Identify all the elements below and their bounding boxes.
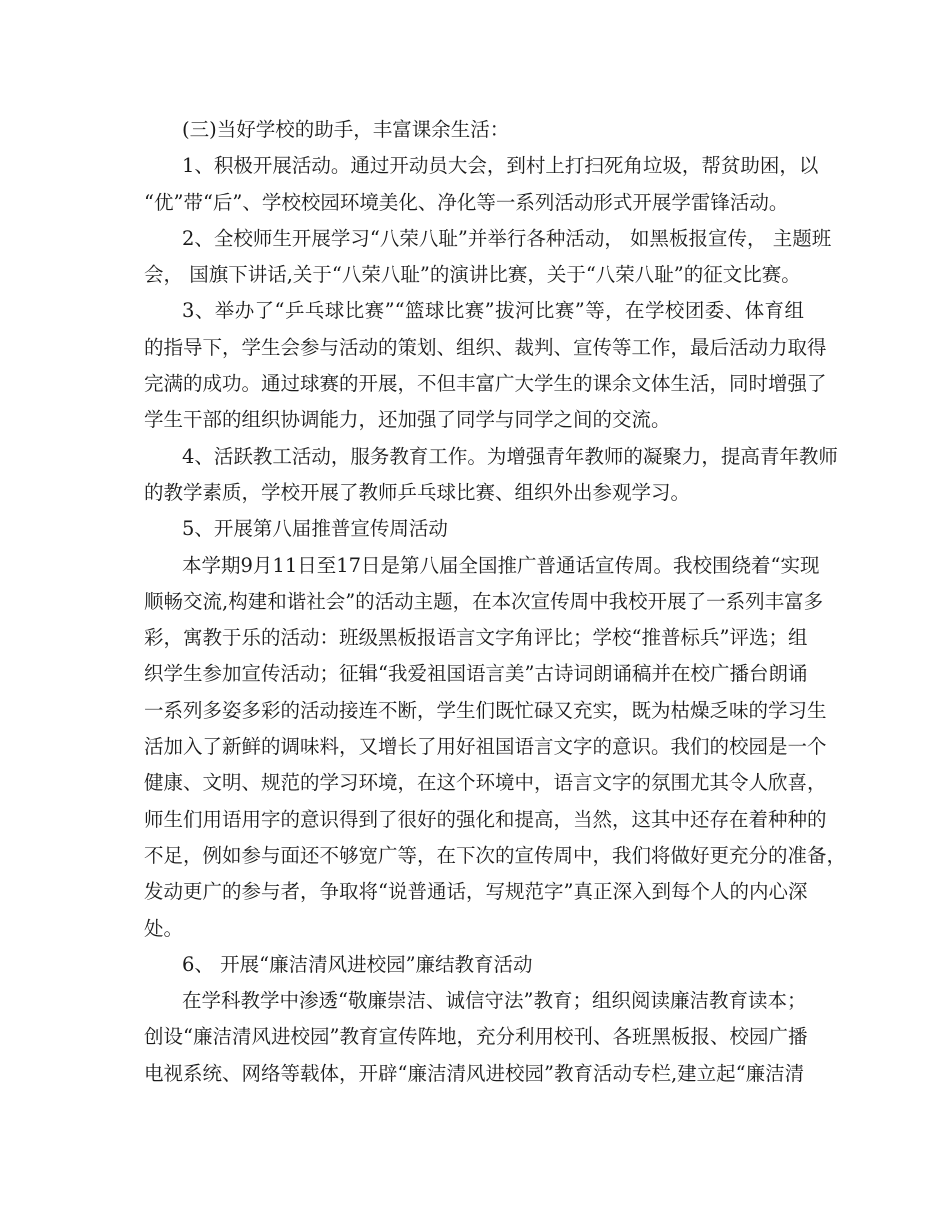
paragraph-line: 健康、文明、规范的学习环境，在这个环境中，语言文字的氛围尤其令人欣喜， bbox=[144, 771, 827, 795]
item-heading: 6、 开展“廉洁清风进校园”廉结教育活动 bbox=[182, 952, 533, 976]
paragraph-line: 1、积极开展活动。通过开动员大会，到村上打扫死角垃圾，帮贫助困，以 bbox=[182, 154, 819, 178]
paragraph-line: 在学科教学中渗透“敬廉崇洁、诚信守法”教育；组织阅读廉洁教育读本； bbox=[182, 989, 807, 1013]
paragraph-line: 4、活跃教工活动，服务教育工作。为增强青年教师的凝聚力，提高青年教师 bbox=[182, 444, 838, 468]
paragraph-line: 织学生参加宣传活动；征辑“我爱祖国语言美”古诗词朗诵稿并在校广播台朗诵 bbox=[144, 662, 808, 686]
paragraph-line: 一系列多姿多彩的活动接连不断，学生们既忙碌又充实，既为枯燥乏味的学习生 bbox=[144, 698, 827, 722]
paragraph-line: 彩，寓教于乐的活动：班级黑板报语言文字角评比；学校“推普标兵”评选；组 bbox=[144, 626, 808, 650]
paragraph-line: 3、举办了“乒乓球比赛”“篮球比赛”拔河比赛”等，在学校团委、体育组 bbox=[182, 299, 804, 323]
paragraph-line: 的教学素质，学校开展了教师乒乓球比赛、组织外出参观学习。 bbox=[144, 480, 691, 504]
paragraph-line: 本学期9月11日至17日是第八届全国推广普通话宣传周。我校围绕着“实现 bbox=[182, 553, 820, 577]
paragraph-line: 会， 国旗下讲话,关于“八荣八耻”的演讲比赛，关于“八荣八耻”的征文比赛。 bbox=[144, 263, 801, 287]
paragraph-line: 学生干部的组织协调能力，还加强了同学与同学之间的交流。 bbox=[144, 408, 671, 432]
paragraph-line: 不足，例如参与面还不够宽广等，在下次的宣传周中，我们将做好更充分的准备， bbox=[144, 843, 847, 867]
paragraph-line: 电视系统、网络等载体，开辟“廉洁清风进校园”教育活动专栏,建立起“廉洁清 bbox=[144, 1061, 805, 1085]
paragraph-line: 完满的成功。通过球赛的开展，不但丰富广大学生的课余文体生活，同时增强了 bbox=[144, 372, 827, 396]
item-heading: 5、开展第八届推普宣传周活动 bbox=[182, 517, 448, 541]
paragraph-line: 师生们用语用字的意识得到了很好的强化和提高，当然，这其中还存在着种种的 bbox=[144, 807, 827, 831]
section-heading: (三)当好学校的助手，丰富课余生活： bbox=[182, 118, 510, 141]
paragraph-line: 创设“廉洁清风进校园”教育宣传阵地，充分利用校刊、各班黑板报、校园广播 bbox=[144, 1025, 808, 1049]
paragraph-line: “优”带“后”、学校校园环境美化、净化等一系列活动形式开展学雷锋活动。 bbox=[144, 190, 789, 214]
paragraph-line: 顺畅交流,构建和谐社会”的活动主题，在本次宣传周中我校开展了一系列丰富多 bbox=[144, 589, 824, 613]
paragraph-line: 活加入了新鲜的调味料，又增长了用好祖国语言文字的意识。我们的校园是一个 bbox=[144, 735, 827, 759]
paragraph-line: 发动更广的参与者，争取将“说普通话，写规范字”真正深入到每个人的内心深 bbox=[144, 880, 808, 904]
paragraph-line: 处。 bbox=[144, 916, 184, 940]
paragraph-line: 2、全校师生开展学习“八荣八耻”并举行各种活动， 如黑板报宣传， 主题班 bbox=[182, 226, 832, 250]
document-page bbox=[144, 112, 847, 1092]
paragraph-line: 的指导下，学生会参与活动的策划、组织、裁判、宣传等工作，最后活动力取得 bbox=[144, 335, 827, 359]
